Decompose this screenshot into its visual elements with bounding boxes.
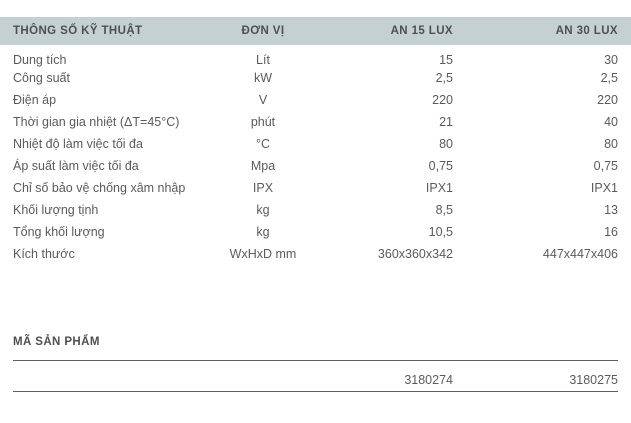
spec-unit: kg (256, 203, 270, 217)
product-code-row (0, 361, 631, 391)
spec-table-header (0, 17, 631, 45)
spec-value-an30: 220 (597, 93, 618, 107)
spec-value-an30: 0,75 (593, 159, 618, 173)
product-code-section (0, 336, 631, 392)
spec-value-an15: 10,5 (428, 225, 453, 239)
spec-unit: Lít (256, 52, 270, 67)
code-an15: 3180274 (404, 372, 453, 387)
spec-value-an15: 21 (439, 115, 453, 129)
spec-value-an15: 360x360x342 (377, 247, 453, 261)
spec-value-an15: 8,5 (435, 203, 453, 217)
table-row (0, 221, 631, 243)
spec-value-an30: 40 (604, 115, 618, 129)
spec-unit: IPX (252, 181, 274, 195)
table-row (0, 155, 631, 177)
table-row (0, 89, 631, 111)
spec-value-an30: 13 (604, 203, 618, 217)
code-empty-label (0, 361, 200, 391)
table-row (0, 133, 631, 155)
spec-value-an15: 2,5 (435, 71, 453, 85)
table-row (0, 67, 631, 89)
spec-label: Tổng khối lượng (13, 225, 105, 239)
table-row (0, 111, 631, 133)
spec-unit: V (258, 93, 268, 107)
table-row (0, 45, 631, 67)
spec-label: Kích thước (13, 247, 75, 261)
spec-unit: °C (255, 137, 271, 151)
spec-value-an30: 447x447x406 (542, 247, 618, 261)
spec-label: Điện áp (13, 93, 57, 107)
spec-value-an15: 0,75 (428, 159, 453, 173)
spec-table-body (0, 45, 631, 265)
code-an30: 3180275 (569, 372, 618, 387)
spec-value-an30: 80 (604, 137, 618, 151)
spec-unit: kW (253, 71, 273, 85)
table-row (0, 199, 631, 221)
spec-value-an15: IPX1 (425, 181, 453, 195)
spec-label: Áp suất làm việc tối đa (13, 159, 139, 173)
spec-value-an15: 220 (432, 93, 453, 107)
spec-value-an15: 15 (439, 52, 453, 67)
spec-label: Khối lượng tịnh (13, 203, 99, 217)
code-empty-unit (200, 361, 326, 391)
spec-value-an30: 16 (604, 225, 618, 239)
spec-value-an30: 2,5 (600, 71, 618, 85)
table-row (0, 243, 631, 265)
spec-value-an15: 80 (439, 137, 453, 151)
spec-unit: kg (256, 225, 270, 239)
divider-bottom (13, 391, 618, 392)
product-code-heading: MÃ SẢN PHẨM (13, 336, 100, 348)
header-unit: ĐƠN VỊ (200, 17, 326, 45)
spec-label: Dung tích (13, 52, 67, 67)
spec-table (0, 17, 631, 265)
spec-value-an30: 30 (604, 52, 618, 67)
spec-label: Nhiệt độ làm việc tối đa (13, 137, 143, 151)
header-spec: THÔNG SỐ KỸ THUẬT (0, 17, 200, 45)
header-model2: AN 30 LUX (453, 17, 631, 45)
spec-label: Công suất (13, 71, 70, 85)
spec-unit: phút (250, 115, 276, 129)
spec-label: Chỉ số bảo vệ chống xâm nhập (13, 181, 186, 195)
spec-unit: WxHxD mm (229, 247, 297, 261)
spec-unit: Mpa (250, 159, 276, 173)
spec-label: Thời gian gia nhiệt (ΔT=45°C) (13, 115, 180, 129)
header-model1: AN 15 LUX (326, 17, 453, 45)
table-row (0, 177, 631, 199)
product-code-table (0, 361, 631, 391)
spec-value-an30: IPX1 (590, 181, 618, 195)
